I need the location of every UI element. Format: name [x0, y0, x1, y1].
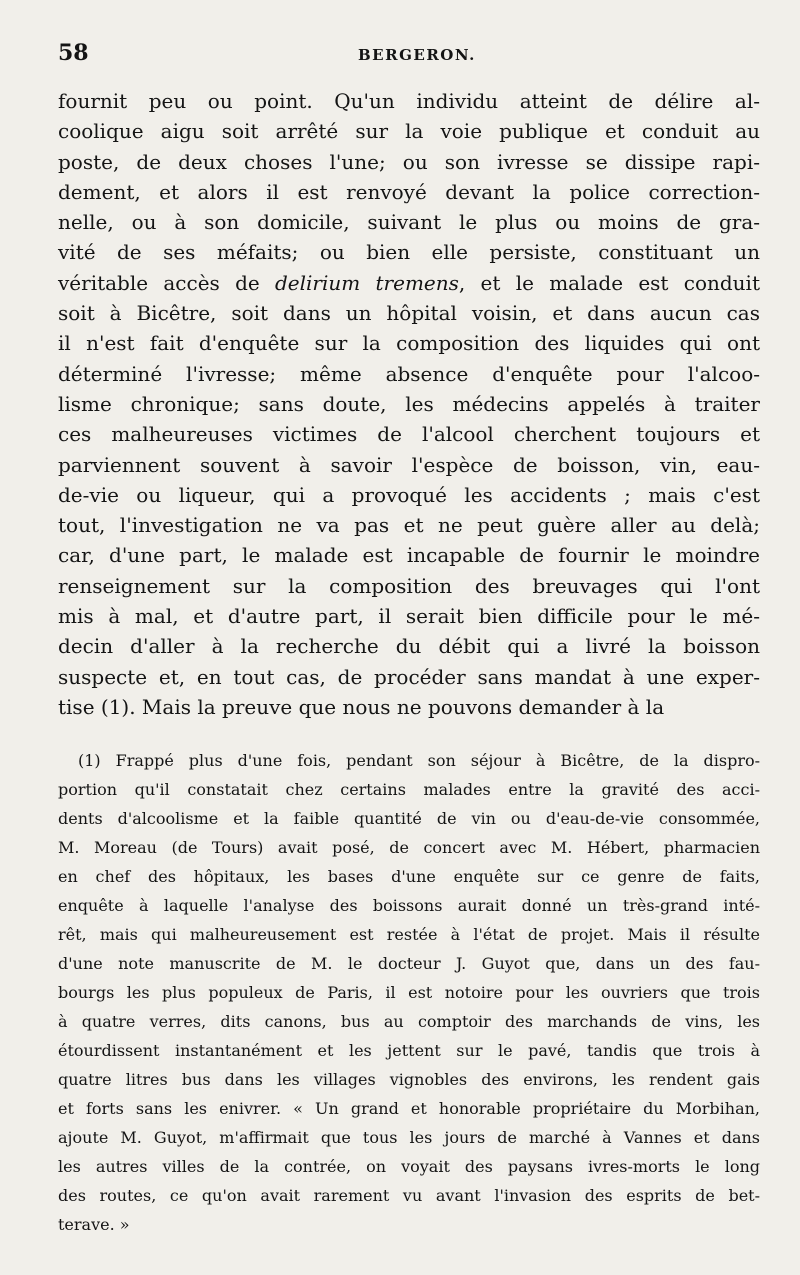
body-line: lisme chronique; sans doute, les médecins appelés à traiter [58, 391, 760, 416]
footnote-line: des routes, ce qu'on avait rarement vu avant l'invasion des esprits de bet- [58, 1186, 760, 1206]
body-line [58, 268, 760, 298]
body-text [58, 86, 760, 722]
footnote-line: quatre litres bus dans les villages vignobles des environs, les rendent gais [58, 1070, 760, 1090]
footnote-line: M. Moreau (de Tours) avait posé, de concert avec M. Hébert, pharmacien [58, 838, 760, 858]
body-line: mis à mal, et d'autre part, il serait bien difficile pour le mé- [58, 604, 760, 629]
body-line: il n'est fait d'enquête sur la composition des liquides qui ont [58, 331, 760, 356]
body-line: poste, de deux choses l'une; ou son ivresse se dissipe rapi- [58, 149, 760, 174]
body-line: dement, et alors il est renvoyé devant la police correction- [58, 179, 760, 204]
footnote-line: étourdissent instantanément et les jettent sur le pavé, tandis que trois à [58, 1041, 760, 1061]
footnote-line: terave. » [58, 1215, 130, 1235]
body-line: coolique aigu soit arrêté sur la voie publique et conduit au [58, 119, 760, 144]
footnote-line: les autres villes de la contrée, on voyait des paysans ivres-morts le long [58, 1157, 760, 1177]
footnote-line: d'une note manuscrite de M. le docteur J. Guyot que, dans un des fau- [58, 954, 760, 974]
body-line: tise (1). Mais la preuve que nous ne pouvons demander à la [58, 694, 665, 719]
footnote-line: rêt, mais qui malheureusement est restée à l'état de projet. Mais il résulte [58, 925, 760, 945]
body-line: déterminé l'ivresse; même absence d'enquête pour l'alcoo- [58, 361, 760, 386]
body-line: car, d'une part, le malade est incapable de fournir le moindre [58, 543, 760, 568]
footnote-line: en chef des hôpitaux, les bases d'une enquête sur ce genre de faits, [58, 867, 760, 887]
body-line: ces malheureuses victimes de l'alcool cherchent toujours et [58, 422, 760, 447]
footnote-line: à quatre verres, dits canons, bus au comptoir des marchands de vins, les [58, 1012, 760, 1032]
footnote-line: bourgs les plus populeux de Paris, il est notoire pour les ouvriers que trois [58, 983, 760, 1003]
footnote-line: (1) Frappé plus d'une fois, pendant son séjour à Bicêtre, de la dispro- [78, 751, 760, 771]
footnote-line: ajoute M. Guyot, m'affirmait que tous les jours de marché à Vannes et dans [58, 1128, 760, 1148]
text-segment: , et le malade est conduit [458, 270, 760, 295]
footnote-line: et forts sans les enivrer. « Un grand et honorable propriétaire du Morbihan, [58, 1099, 760, 1119]
page-header [58, 40, 760, 76]
italic-term: delirium tremens [275, 270, 459, 295]
body-line: nelle, ou à son domicile, suivant le plus ou moins de gra- [58, 210, 760, 235]
footnote-line: enquête à laquelle l'analyse des boissons aurait donné un très-grand inté- [58, 896, 760, 916]
text-segment: véritable accès de [58, 270, 275, 295]
body-line: de-vie ou liqueur, qui a provoqué les accidents ; mais c'est [58, 482, 760, 507]
body-line: soit à Bicêtre, soit dans un hôpital voisin, et dans aucun cas [58, 301, 760, 326]
page-number: 58 [58, 40, 89, 66]
footnote [58, 746, 760, 1239]
body-line: decin d'aller à la recherche du débit qui a livré la boisson [58, 634, 760, 659]
body-line: tout, l'investigation ne va pas et ne peut guère aller au delà; [58, 513, 760, 538]
body-line: parviennent souvent à savoir l'espèce de boisson, vin, eau- [58, 452, 760, 477]
running-head: BERGERON. [358, 46, 476, 64]
body-line: fournit peu ou point. Qu'un individu atteint de délire al- [58, 89, 760, 113]
footnote-line: dents d'alcoolisme et la faible quantité de vin ou d'eau-de-vie consommée, [58, 809, 760, 829]
body-line: suspecte et, en tout cas, de procéder sans mandat à une exper- [58, 664, 760, 689]
body-line: vité de ses méfaits; ou bien elle persiste, constituant un [58, 240, 760, 265]
footnote-line: portion qu'il constatait chez certains malades entre la gravité des acci- [58, 780, 760, 800]
body-line: renseignement sur la composition des breuvages qui l'ont [58, 573, 760, 598]
